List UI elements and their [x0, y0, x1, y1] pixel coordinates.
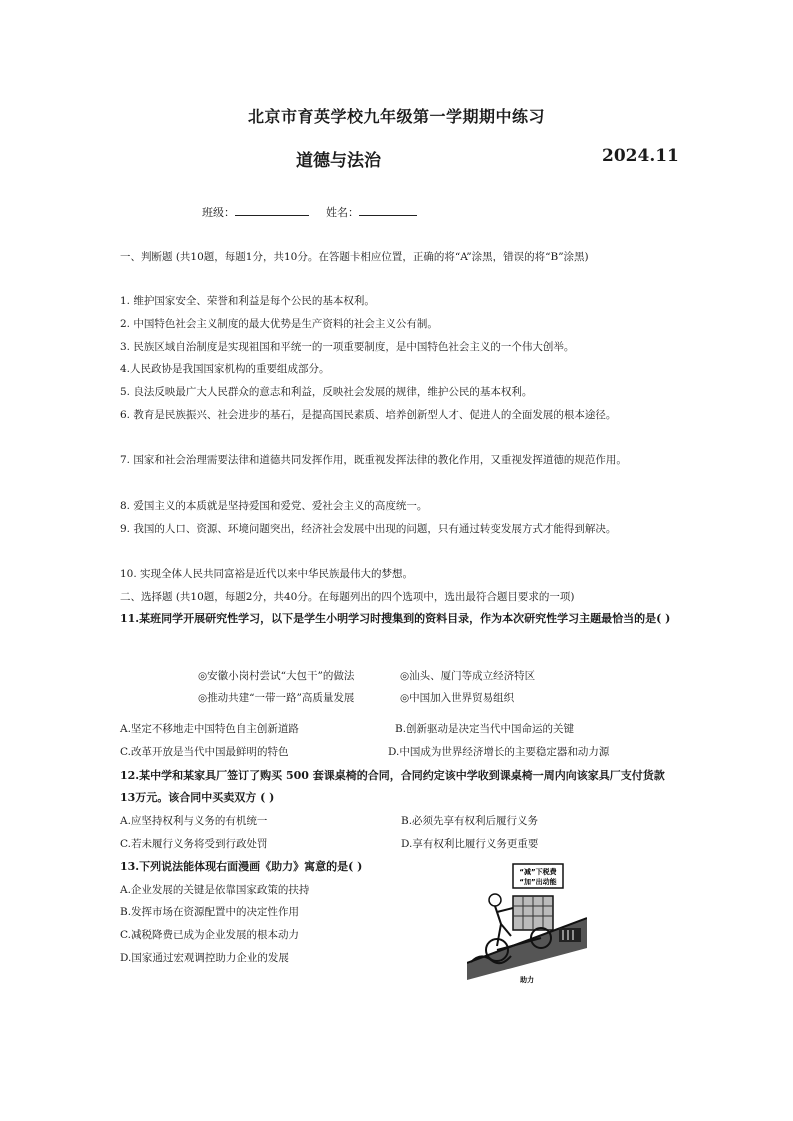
- judge-item-9: 9. 我国的人口、资源、环境问题突出，经济社会发展中出现的问题，只有通过转变发展方式才能得到解决。: [120, 523, 617, 535]
- q11-box-item-1: ◎安徽小岗村尝试“大包干”的做法: [198, 670, 355, 682]
- exam-date: 2024.11: [602, 146, 679, 166]
- judge-item-6: 6. 教育是民族振兴、社会进步的基石，是提高国民素质、培养创新型人才、促进人的全面发展的根本途径。: [120, 409, 617, 421]
- q11-box-item-2: ◎汕头、厦门等成立经济特区: [400, 670, 536, 682]
- q11-option-b[interactable]: B.创新驱动是决定当代中国命运的关键: [395, 723, 575, 735]
- judge-item-7: 7. 国家和社会治理需要法律和道德共同发挥作用，既重视发挥法律的教化作用，又重视发挥道德的规范作用。: [120, 454, 627, 466]
- class-label: 班级：: [202, 206, 235, 219]
- q11-box-item-4: ◎中国加入世界贸易组织: [400, 692, 515, 704]
- q13-option-d[interactable]: D.国家通过宏观调控助力企业的发展: [120, 952, 289, 964]
- q11-stem: 11.某班同学开展研究性学习，以下是学生小明学习时搜集到的资料目录，作为本次研究性学习主题最恰当的是( ): [120, 612, 671, 625]
- q12-option-b[interactable]: B.必须先享有权利后履行义务: [401, 815, 539, 827]
- q11-option-d[interactable]: D.中国成为世界经济增长的主要稳定器和动力源: [388, 746, 610, 758]
- name-label: 姓名：: [326, 206, 359, 219]
- student-info-line: [202, 203, 417, 220]
- cartoon-zhuli-illustration: [467, 858, 587, 986]
- q11-option-c[interactable]: C.改革开放是当代中国最鲜明的特色: [120, 746, 289, 758]
- cartoon-sign-line-2: “加”出动能: [519, 878, 557, 886]
- exam-title: 北京市育英学校九年级第一学期期中练习: [247, 107, 545, 126]
- judge-item-2: 2. 中国特色社会主义制度的最大优势是生产资料的社会主义公有制。: [120, 318, 438, 330]
- name-blank[interactable]: [359, 203, 417, 216]
- q13-stem: 13.下列说法能体现右面漫画《助力》寓意的是( ): [120, 860, 363, 873]
- cartoon-sign-line-1: “减”下税费: [519, 868, 557, 876]
- q13-option-b[interactable]: B.发挥市场在资源配置中的决定性作用: [120, 906, 300, 918]
- q11-option-a[interactable]: A.坚定不移地走中国特色自主创新道路: [120, 723, 299, 735]
- judge-item-5: 5. 良法反映最广大人民群众的意志和利益，反映社会发展的规律，维护公民的基本权利。: [120, 386, 533, 398]
- q13-option-c[interactable]: C.减税降费已成为企业发展的根本动力: [120, 929, 299, 941]
- q12-stem: 12.某中学和某家具厂签订了购买 500 套课桌椅的合同，合同约定该中学收到课桌椅一周内向该家具厂支付货款13万元。该合同中买卖双方 ( ): [120, 769, 665, 804]
- cartoon-building-icon: [559, 928, 581, 942]
- judge-item-4: 4.人民政协是我国国家机构的重要组成部分。: [120, 363, 330, 375]
- q12-option-c[interactable]: C.若未履行义务将受到行政处罚: [120, 838, 268, 850]
- q13-option-a[interactable]: A.企业发展的关键是依靠国家政策的扶持: [120, 884, 310, 896]
- subject-label: 道德与法治: [296, 151, 381, 171]
- judge-item-8: 8. 爱国主义的本质就是坚持爱国和爱党、爱社会主义的高度统一。: [120, 500, 428, 512]
- cartoon-rider-icon: [489, 894, 501, 906]
- section2-heading: 二、选择题 (共10题，每题2分，共40分。在每题列出的四个选项中，选出最符合题目要求的一项): [120, 591, 575, 603]
- judge-item-10: 10. 实现全体人民共同富裕是近代以来中华民族最伟大的梦想。: [120, 568, 414, 580]
- class-blank[interactable]: [235, 203, 309, 216]
- q11-box-item-3: ◎推动共建“一带一路”高质量发展: [198, 692, 355, 704]
- cartoon-caption: 助力: [520, 976, 534, 984]
- q12-option-a[interactable]: A.应坚持权利与义务的有机统一: [120, 815, 268, 827]
- section1-heading: 一、判断题 (共10题，每题1分，共10分。在答题卡相应位置，正确的将“A”涂黑，错误的将“B”涂黑): [120, 251, 589, 263]
- q12-option-d[interactable]: D.享有权利比履行义务更重要: [401, 838, 539, 850]
- judge-item-1: 1. 维护国家安全、荣誉和利益是每个公民的基本权利。: [120, 295, 375, 307]
- judge-item-3: 3. 民族区域自治制度是实现祖国和平统一的一项重要制度，是中国特色社会主义的一个伟大创举。: [120, 341, 575, 353]
